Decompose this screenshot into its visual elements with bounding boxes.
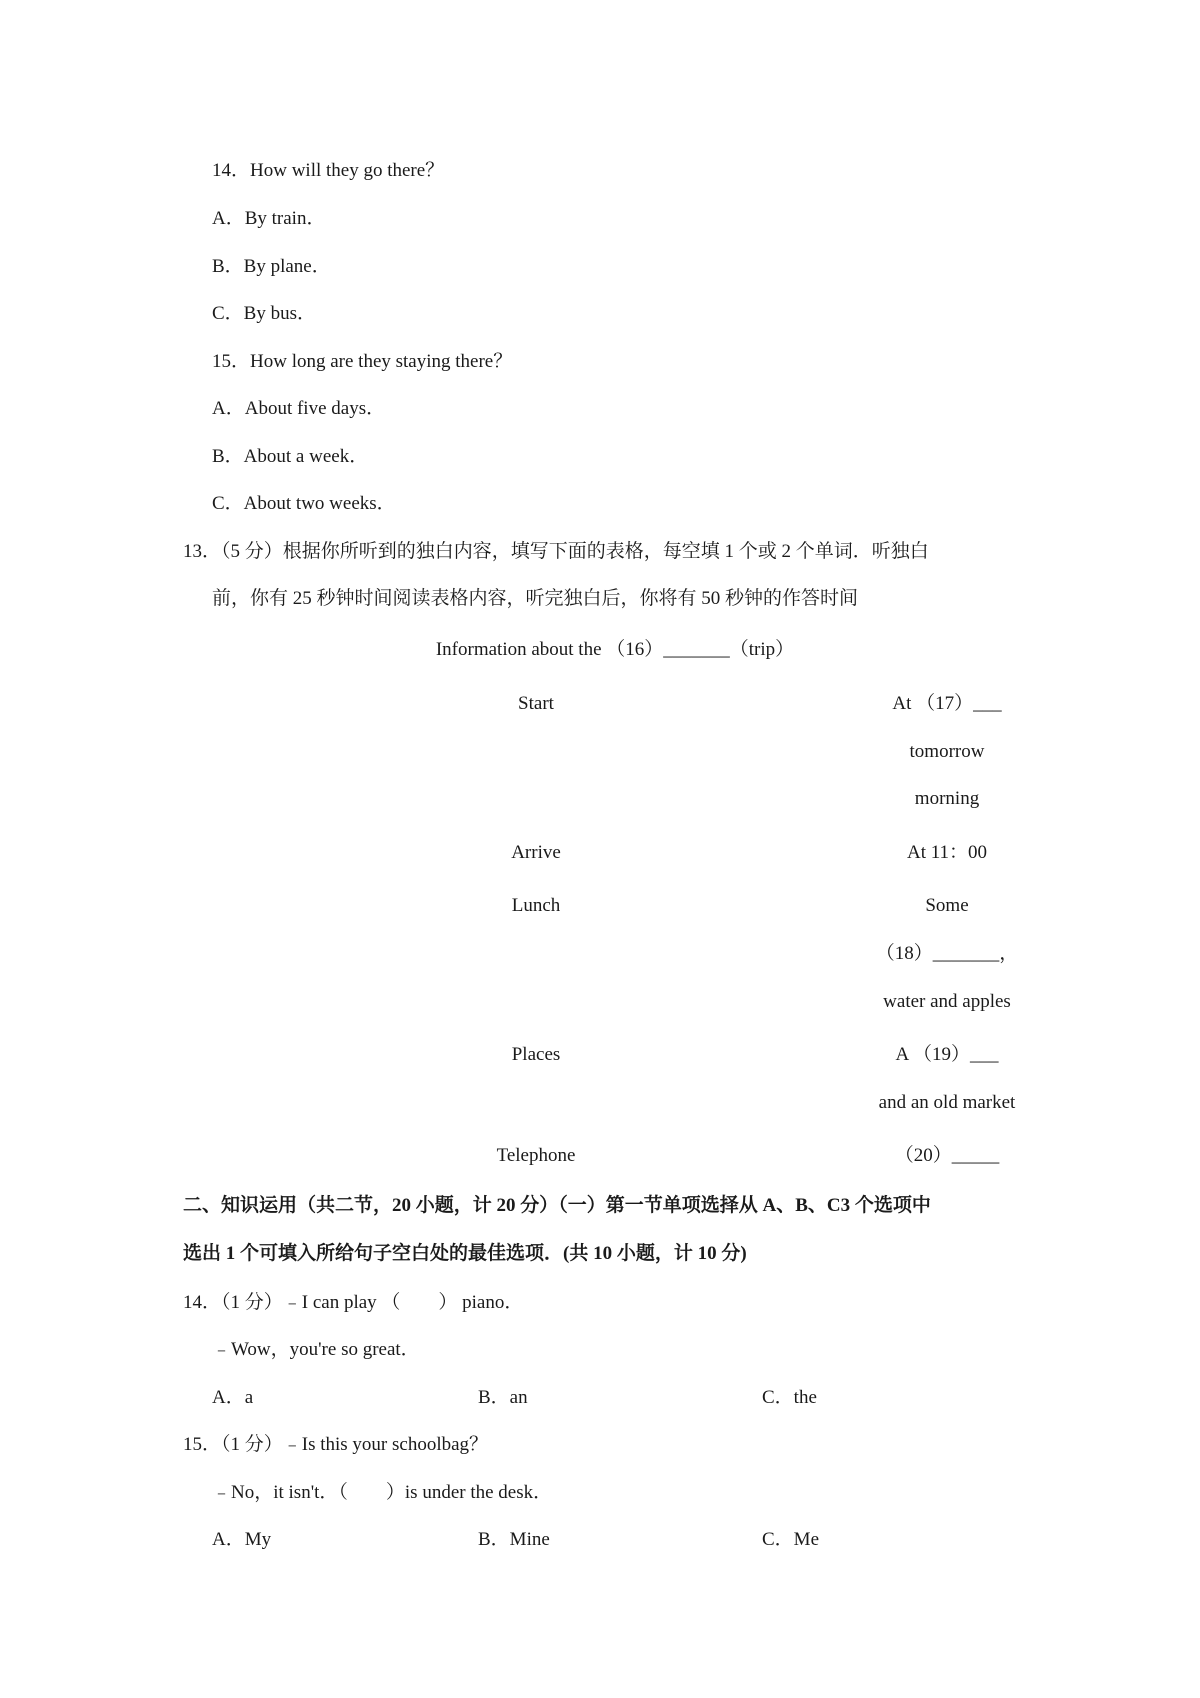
section13-instruction-line2: 前，你有 25 秒钟时间阅读表格内容，听完独白后，你将有 50 秒钟的作答时间 [212, 588, 859, 609]
part2-heading-line1: 二、知识运用（共二节，20 小题，计 20 分）（一）第一节单项选择从 A、B、C3 个选项中 [183, 1195, 931, 1216]
part2-q14-stem: 14．（1 分）﹣I can play （ ） piano． [183, 1292, 524, 1313]
table-row-start-value-1: At （17）___ [892, 693, 1002, 714]
table-row-places-value-1: A （19）___ [895, 1044, 999, 1065]
table-title: Information about the （16）_______（trip） [435, 639, 795, 660]
part2-q15-stem: 15．（1 分）﹣Is this your schoolbag？ [183, 1434, 489, 1455]
table-row-arrive-label: Arrive [511, 842, 561, 863]
table-row-lunch-value-1: Some [925, 895, 969, 916]
table-row-start-value-3: morning [914, 788, 980, 809]
table-row-telephone-value: （20）_____ [894, 1145, 1000, 1166]
listening-q15-option-b: B．About a week． [212, 446, 369, 467]
part2-q14-option-b: B．an [478, 1387, 528, 1408]
part2-q15-reply: ﹣No，it isn't．（ ）is under the desk． [212, 1482, 553, 1503]
part2-q14-option-a: A．a [212, 1387, 254, 1408]
part2-q14-option-c: C．the [762, 1387, 817, 1408]
part2-q14-reply: ﹣Wow，you're so great． [212, 1339, 420, 1360]
part2-heading-line2: 选出 1 个可填入所给句子空白处的最佳选项．(共 10 小题，计 10 分) [183, 1243, 747, 1264]
listening-q14-option-c: C．By bus． [212, 303, 316, 324]
listening-q15-question: 15．How long are they staying there？ [212, 351, 513, 372]
listening-q14-question: 14．How will they go there？ [212, 160, 445, 181]
table-row-lunch-value-3: water and apples [883, 991, 1011, 1012]
part2-q15-option-b: B．Mine [478, 1529, 550, 1550]
listening-q15-option-c: C．About two weeks． [212, 493, 396, 514]
table-row-arrive-value: At 11：00 [906, 842, 988, 863]
listening-q15-option-a: A．About five days． [212, 398, 386, 419]
table-row-lunch-label: Lunch [511, 895, 561, 916]
table-row-places-label: Places [511, 1044, 561, 1065]
table-row-start-label: Start [518, 693, 554, 714]
table-row-lunch-value-2: （18）_______， [875, 943, 1019, 964]
table-row-start-value-2: tomorrow [909, 741, 985, 762]
part2-q15-option-a: A．My [212, 1529, 272, 1550]
table-row-places-value-2: and an old market [878, 1092, 1016, 1113]
listening-q14-option-b: B．By plane． [212, 256, 331, 277]
listening-q14-option-a: A．By train． [212, 208, 326, 229]
part2-q15-option-c: C．Me [762, 1529, 820, 1550]
table-row-telephone-label: Telephone [496, 1145, 576, 1166]
section13-instruction-line1: 13．（5 分）根据你所听到的独白内容，填写下面的表格，每空填 1 个或 2 个单词．听独白 [183, 541, 929, 562]
